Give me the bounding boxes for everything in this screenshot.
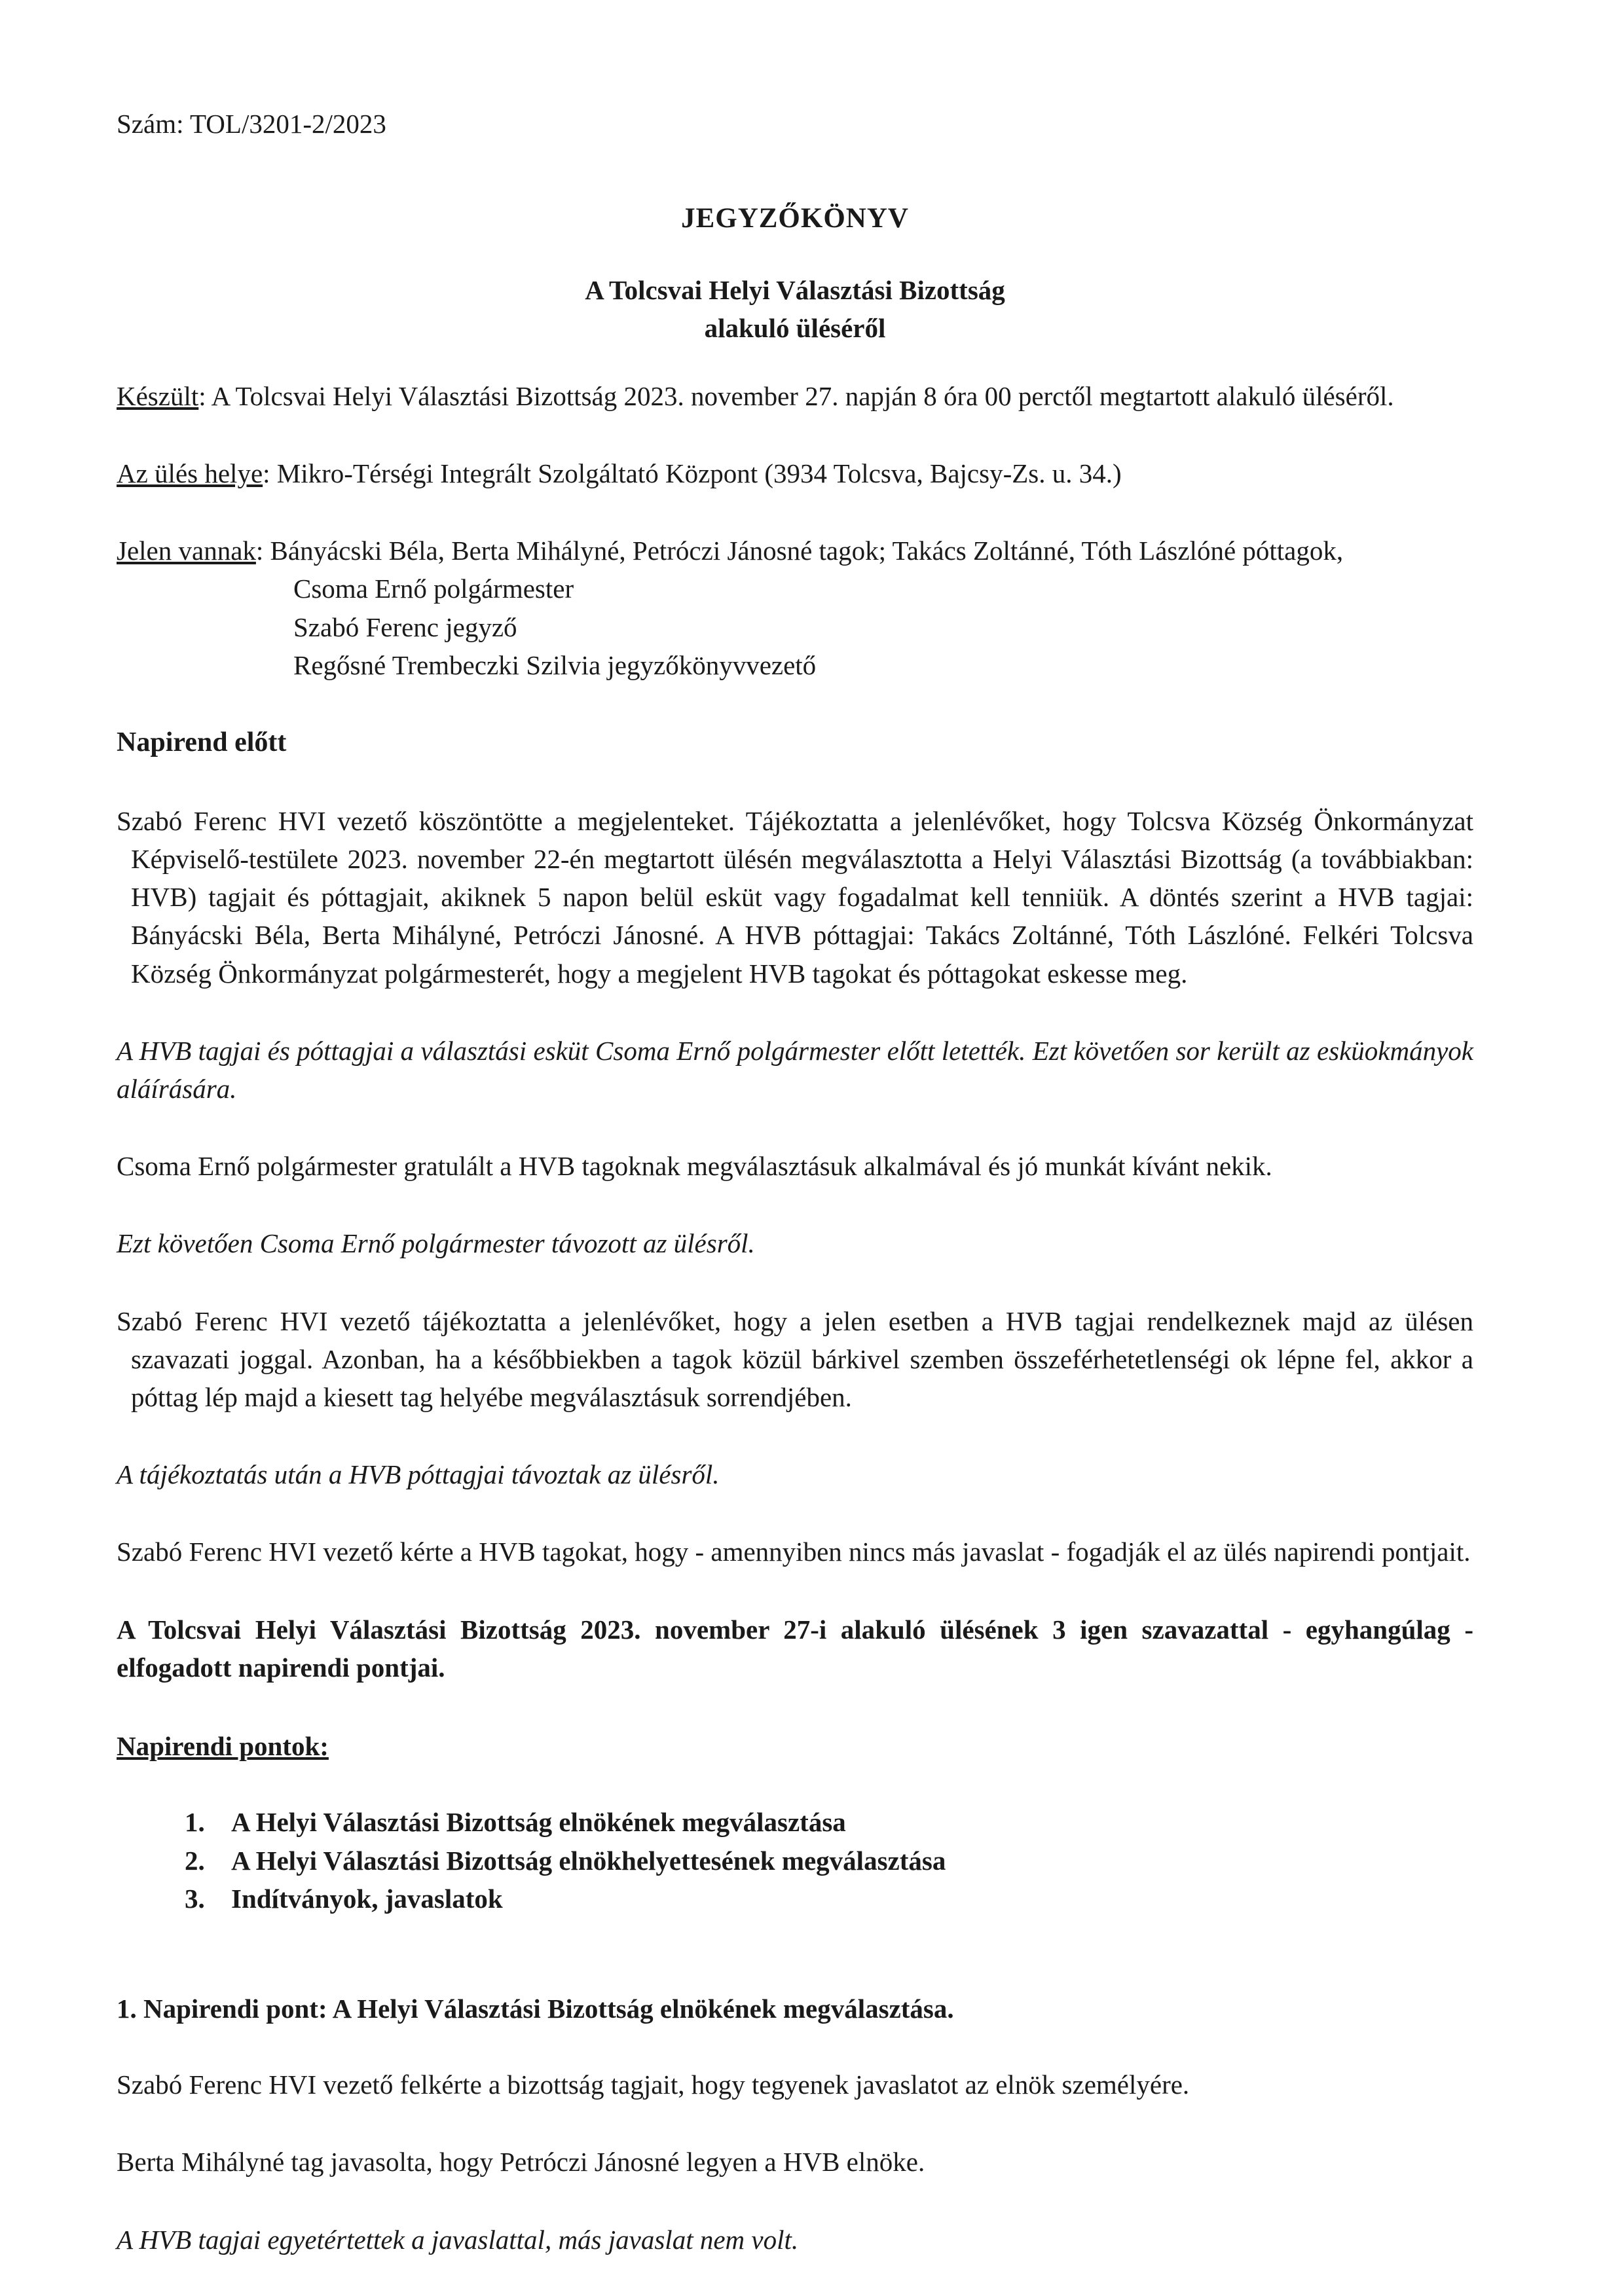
location-paragraph — [117, 454, 1473, 492]
agenda-title: Napirendi pontok: — [117, 1731, 329, 1762]
attendees-section — [117, 532, 1473, 684]
section-heading-napirend-elott: Napirend előtt — [117, 727, 287, 758]
paragraph-mayor-left: Ezt követően Csoma Ernő polgármester távozott az ülésről. — [117, 1228, 755, 1259]
agenda-item: 1. A Helyi Választási Bizottság elnökének megválasztása — [212, 1803, 1473, 1841]
paragraph-agenda-request: Szabó Ferenc HVI vezető kérte a HVB tagokat, hogy - amennyiben nincs más javaslat - fogadják el az ülés napirendi pontjait. — [117, 1537, 1471, 1567]
document-title: JEGYZŐKÖNYV — [681, 203, 909, 234]
keszult-label: Készült — [117, 380, 199, 411]
point1-paragraph-request: Szabó Ferenc HVI vezető felkérte a bizottság tagjait, hogy tegyenek javaslatot az elnök személyére. — [117, 2069, 1190, 2100]
keszult-paragraph — [117, 377, 1473, 415]
attendees-list — [293, 570, 1473, 684]
location-label: Az ülés helye — [117, 458, 263, 488]
location-text: : Mikro-Térségi Integrált Szolgáltató Központ (3934 Tolcsva, Bajcsy-Zs. u. 34.) — [263, 458, 1122, 488]
paragraph-voting-rights: Szabó Ferenc HVI vezető tájékoztatta a jelenlévőket, hogy a jelen esetben a HVB tagjai rendelkeznek majd az ülésen szavazati joggal. Azonban, ha a későbbiekben a tagok közül bárkivel szemben összeférhetetlenségi ok lépne fel, akkor a póttag lép majd a kiesett tag helyébe megválasztásuk sorrendjében. — [117, 1305, 1473, 1413]
point1-paragraph-proposal: Berta Mihályné tag javasolta, hogy Petróczi Jánosné legyen a HVB elnöke. — [117, 2147, 925, 2178]
point1-heading: 1. Napirendi pont: A Helyi Választási Bizottság elnökének megválasztása. — [117, 1994, 954, 2024]
point1-paragraph-agreement: A HVB tagjai egyetértettek a javaslattal, más javaslat nem volt. — [117, 2224, 799, 2255]
paragraph-alternates-left: A tájékoztatás után a HVB póttagjai távoztak az ülésről. — [117, 1459, 720, 1490]
keszult-text: : A Tolcsvai Helyi Választási Bizottság 2023. november 27. napján 8 óra 00 perctől megtartott alakuló üléséről. — [198, 380, 1394, 411]
paragraph-welcome: Szabó Ferenc HVI vezető köszöntötte a megjelenteket. Tájékoztatta a jelenlévőket, hogy Tolcsva Község Önkormányzat Képviselő-testülete 2023. november 22-én megtartott ülésén megválasztotta a Helyi Választási Bizottság (a továbbiakban: HVB) tagjait és póttagjait, akiknek 5 napon belül esküt vagy fogadalmat kell tenniük. A döntés szerint a HVB tagjai: Bányácski Béla, Berta Mihályné, Petróczi Jánosné. A HVB póttagjai: Takács Zoltánné, Tóth Lászlóné. Felkéri Tolcsva Község Önkormányzat polgármesterét, hogy a megjelent HVB tagokat és póttagokat eskesse meg. — [117, 805, 1473, 989]
attendees-line-3: Szabó Ferenc jegyző — [293, 611, 517, 642]
attendees-line-1: Bányácski Béla, Berta Mihályné, Petróczi Jánosné tagok; Takács Zoltánné, Tóth Lászlóné póttagok, — [270, 536, 1344, 566]
document-subtitle-line2: alakuló üléséről — [704, 313, 886, 344]
paragraph-oath: A HVB tagjai és póttagjai a választási esküt Csoma Ernő polgármester előtt letették. Ezt követően sor került az esküokmányok aláírására. — [117, 1035, 1473, 1104]
agenda-item: 3. Indítványok, javaslatok — [212, 1880, 1473, 1918]
document-subtitle-line1: A Tolcsvai Helyi Választási Bizottság — [585, 275, 1005, 306]
paragraph-congratulation: Csoma Ernő polgármester gratulált a HVB tagoknak megválasztásuk alkalmával és jó munkát kívánt nekik. — [117, 1151, 1272, 1182]
attendees-line-first: Jelen vannak: Bányácski Béla, Berta Mihályné, Petróczi Jánosné tagok; Takács Zoltánné, Tóth Lászlóné póttagok, — [117, 536, 1344, 566]
reference-number: Szám: TOL/3201-2/2023 — [117, 109, 386, 139]
attendees-line-2: Csoma Ernő polgármester — [293, 574, 574, 604]
attendees-line-4: Regősné Trembeczki Szilvia jegyzőkönyvvezető — [293, 649, 817, 680]
attendees-label: Jelen vannak — [117, 536, 256, 566]
agenda-list — [117, 1803, 1473, 1918]
agenda-item: 2. A Helyi Választási Bizottság elnökhelyettesének megválasztása — [212, 1842, 1473, 1880]
decision-paragraph: A Tolcsvai Helyi Választási Bizottság 2023. november 27-i alakuló ülésének 3 igen szavazattal - egyhangúlag - elfogadott napirendi pontjai. — [117, 1614, 1473, 1683]
